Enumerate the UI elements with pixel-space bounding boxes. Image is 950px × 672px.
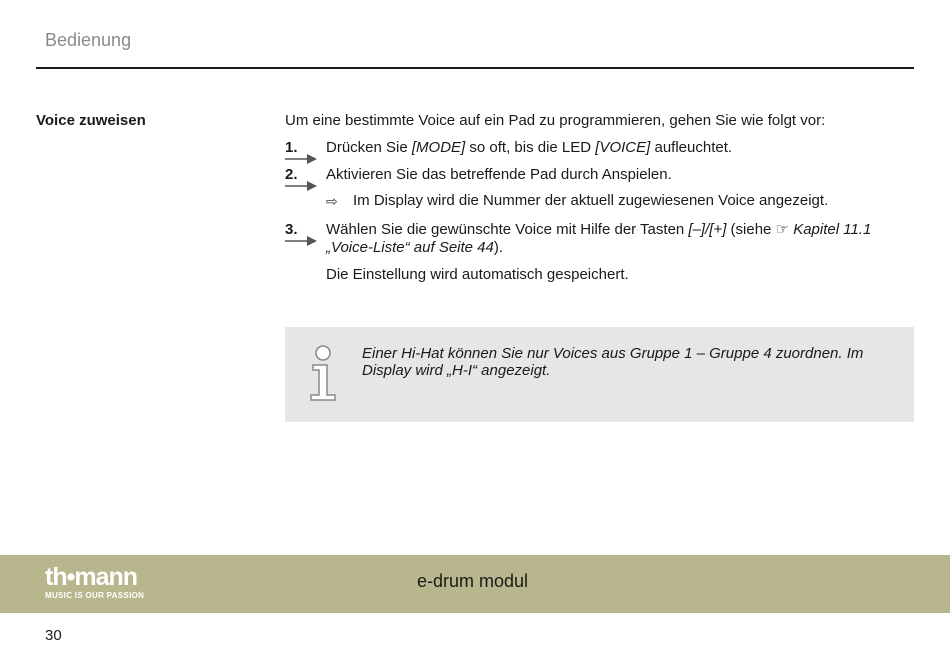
brand-logo: th•mann — [45, 563, 138, 591]
info-box — [285, 327, 914, 422]
chapter-link[interactable]: Kapitel 11.1 „Voice-Liste“ auf Seite 44 — [326, 221, 872, 256]
step-text: Drücken Sie [MODE] so oft, bis die LED [VOICE] aufleuchtet. — [326, 139, 733, 156]
brand-tagline: MUSIC IS OUR PASSION — [45, 591, 145, 600]
footer-band — [0, 555, 950, 613]
step-arrow-icon — [285, 154, 317, 164]
hand-pointer-icon: ☞ — [775, 221, 794, 238]
header-divider — [36, 67, 914, 69]
product-name: e-drum modul — [417, 571, 529, 591]
instructions — [285, 112, 915, 299]
step-2 — [285, 166, 915, 184]
step-number: 2. — [285, 166, 298, 183]
page-header-title: Bedienung — [45, 30, 132, 50]
step-1 — [285, 139, 915, 157]
step-3 — [285, 221, 915, 257]
step-text: Aktivieren Sie das betreffende Pad durch Anspielen. — [326, 166, 672, 183]
info-text: Einer Hi-Hat können Sie nur Voices aus Gruppe 1 – Gruppe 4 zuordnen. Im Display wird „H-I“ angezeigt. — [362, 345, 864, 379]
intro-text: Um eine bestimmte Voice auf ein Pad zu programmieren, gehen Sie wie folgt vor: — [285, 112, 826, 129]
result-text: Im Display wird die Nummer der aktuell zugewiesenen Voice angezeigt. — [353, 192, 829, 209]
step-2-result — [285, 192, 915, 210]
led-voice: [VOICE] — [595, 139, 651, 156]
key-minus-plus: [–]/[+] — [688, 221, 727, 238]
result-arrow-icon: ⇨ — [326, 193, 338, 209]
step-arrow-icon — [285, 181, 317, 191]
section-heading: Voice zuweisen — [36, 112, 146, 129]
key-mode: [MODE] — [411, 139, 466, 156]
page-number: 30 — [45, 627, 62, 644]
step-number: 3. — [285, 221, 298, 238]
step-arrow-icon — [285, 236, 317, 246]
step-number: 1. — [285, 139, 298, 156]
auto-save-note: Die Einstellung wird automatisch gespeichert. — [326, 266, 629, 283]
info-icon — [307, 345, 339, 401]
step-text: Wählen Sie die gewünschte Voice mit Hilfe der Tasten [–]/[+] (siehe ☞ Kapitel 11.1 „Voice-Liste“ auf Seite 44). — [326, 221, 872, 256]
